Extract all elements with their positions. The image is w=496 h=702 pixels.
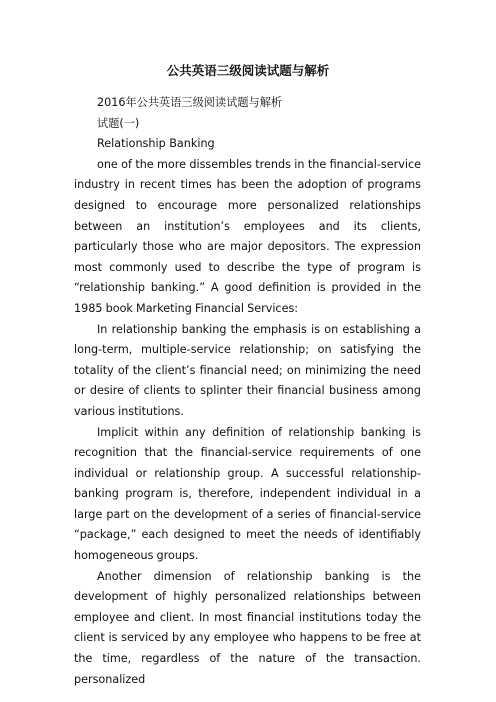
document-subtitle: 2016年公共英语三级阅读试题与解析: [97, 96, 283, 109]
article-heading: Relationship Banking: [97, 137, 215, 151]
paragraph-4: Another dimension of relationship banking is the development of highly personalized relationships between employee and client. In most financial institutions today the client is serviced by any employee who happens to be free at the time, regardless of the nature of the transaction. personalized: [74, 569, 421, 686]
paragraph-2: In relationship banking the emphasis is on establishing a long-term, multiple-service relationship; on satisfying the totality of the client’s financial need; on minimizing the need or desire of clients to splinter their financial business among various institutions.: [74, 322, 421, 418]
section-label: 试题(一): [97, 116, 140, 130]
paragraph-1: one of the more dissembles trends in the financial-service industry in recent times has been the adoption of programs designed to encourage more personalized relationships between an institution’s employees and its clients, particularly those who are major depositors. The expression most commonly used to describe the type of program is “relationship banking.” A good definition is provided in the 1985 book Marketing Financial Services:: [74, 157, 421, 315]
document-body: [74, 93, 421, 690]
document-title: 公共英语三级阅读试题与解析: [166, 63, 330, 78]
paragraph-3: Implicit within any definition of relationship banking is recognition that the financial-service requirements of one individual or relationship group. A successful relationship-banking program is, therefore, independent individual in a large part on the development of a series of financial-service “package,” each designed to meet the needs of identifiably homogeneous groups.: [74, 425, 421, 563]
